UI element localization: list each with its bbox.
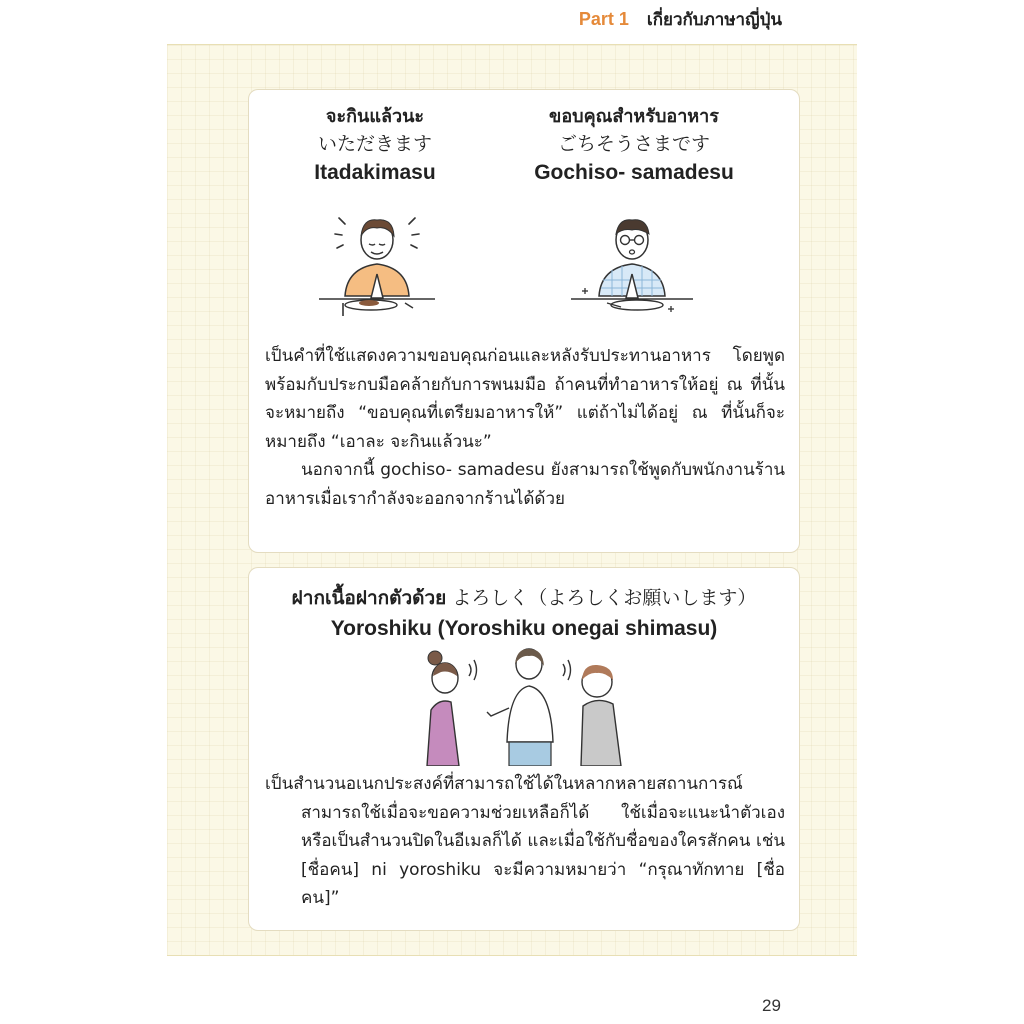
page-number: 29 <box>762 996 781 1015</box>
greeting-heading <box>249 584 799 612</box>
part-label: Part 1 <box>578 9 629 29</box>
description-paragraph: สามารถใช้เมื่อจะขอความช่วยเหลือก็ได้ ใช้เมื่อจะแนะนำตัวเอง หรือเป็นสำนวนปิดในอีเมลก็ได้ และเมื่อใช้กับชื่อของใครสักคน เช่น [ชื่อคน] ni yoroshiku จะมีความหมายว่า “กรุณาทักทาย [ชื่อคน]” <box>301 802 785 908</box>
phrase-romaji: Gochiso- samadesu <box>534 161 734 184</box>
yoroshiku-card <box>248 567 800 931</box>
yoroshiku-description <box>265 770 785 913</box>
description-paragraph: เป็นคำที่ใช้แสดงความขอบคุณก่อนและหลังรับประทานอาหาร โดยพูดพร้อมกับประกบมือคล้ายกับการพนมมือ ถ้าคนที่ทำอาหารให้อยู่ ณ ที่นั้นจะหมายถึง “ขอบคุณที่เตรียมอาหารให้” แต่ถ้าไม่ได้อยู่ ณ ที่นั้นก็จะหมายถึง “เอาละ จะกินแล้วนะ” <box>265 346 785 452</box>
phrase-gochisosama <box>499 104 769 188</box>
description-paragraph: นอกจากนี้ gochiso- samadesu ยังสามารถใช้พูดกับพนักงานร้านอาหารเมื่อเรากำลังจะออกจากร้านได้ด้วย <box>265 460 785 509</box>
phrase-romaji: Itadakimasu <box>314 161 436 184</box>
page-header <box>579 6 782 34</box>
praying-man-glasses-illustration <box>567 208 697 320</box>
chapter-title: เกี่ยวกับภาษาญี่ปุ่น <box>646 10 782 30</box>
phrase-japanese: いただきます <box>317 133 432 155</box>
meal-phrases-card <box>248 89 800 553</box>
phrase-thai: ขอบคุณสำหรับอาหาร <box>549 106 719 127</box>
phrase-thai: จะกินแล้วนะ <box>325 106 425 127</box>
phrase-itadakimasu <box>285 104 465 188</box>
bowing-people-illustration <box>417 646 633 766</box>
praying-man-illustration <box>317 208 437 320</box>
description-paragraph: เป็นสำนวนอเนกประสงค์ที่สามารถใช้ได้ในหลากหลายสถานการณ์ <box>265 774 743 794</box>
greeting-japanese: よろしく（よろしくお願いします） <box>452 587 757 609</box>
meal-phrases-description <box>265 342 785 513</box>
greeting-romaji: Yoroshiku (Yoroshiku onegai shimasu) <box>330 617 718 640</box>
greeting-thai: ฝากเนื้อฝากตัวด้วย <box>291 587 447 609</box>
phrase-japanese: ごちそうさまです <box>557 133 710 155</box>
content-panel <box>167 44 857 956</box>
